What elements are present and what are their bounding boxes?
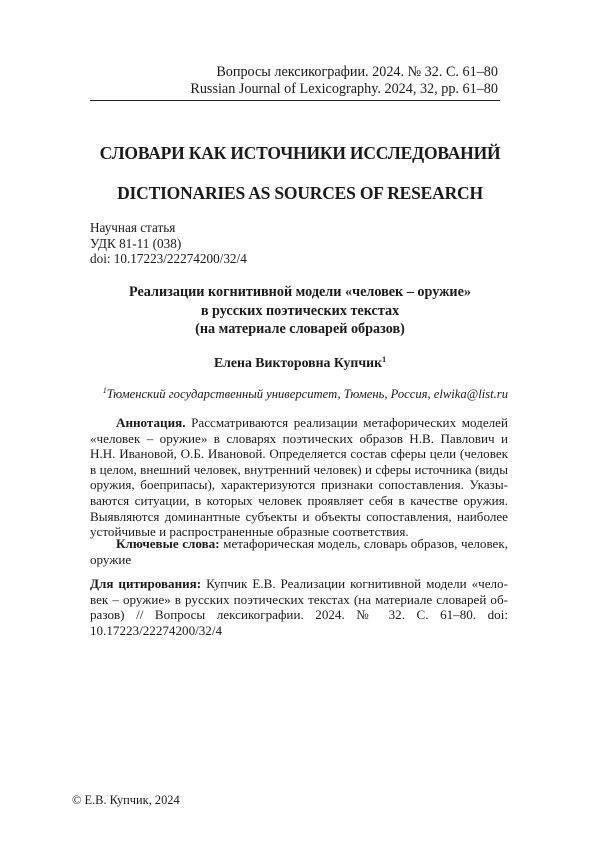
article-meta <box>90 220 247 267</box>
keywords <box>90 536 508 567</box>
article-title-line: Реализации когнитивной модели «человек – оружие» <box>90 283 510 302</box>
author-line <box>90 355 510 371</box>
affiliation: Тюменский государственный университет, Тюмень, Россия, elwika@list.ru <box>107 387 508 401</box>
copyright: © Е.В. Купчик, 2024 <box>72 793 180 808</box>
section-title-en: DICTIONARIES AS SOURCES OF RESEARCH <box>0 183 600 204</box>
author-name: Елена Викторовна Купчик <box>214 355 382 370</box>
article-page <box>0 0 600 850</box>
author-affiliation-mark: 1 <box>382 355 386 364</box>
keywords-label: Ключевые слова: <box>116 536 220 551</box>
article-title-line: в русских поэтических текстах <box>90 302 510 321</box>
citation-label: Для цитирования: <box>90 576 201 591</box>
journal-citation-ru: Вопросы лексикографии. 2024. № 32. С. 61–80 <box>90 64 498 81</box>
abstract-text: Рассматриваются реализации метафорических моделей «человек – оружие» в словарях поэтических образов Н.В. Павлович и Н.Н. Ивановой, О.Б. Ивановой. Определяется состав сферы цели (человек в целом, внешний человек, внутренний человек) и сферы источника (виды оружия, боеприпасы), характеризуются признаки сопоставления. Указы­ваются ситуации, в которых человек проявляет себя в качестве оружия. Выявляются доминантные субъекты и объекты сопоставления, наиболее устойчивые и распространенные образные соответствия. <box>90 415 508 539</box>
header-divider <box>90 100 500 101</box>
citation-text: Купчик Е.В. Реализации когнитивной модели «чело­век – оружие» в русских поэтических текстах (на материале словарей об­разов) // Вопросы лексикографии. 2024. № 32. С. 61–80. doi: 10.17223/22274200/32/4 <box>90 576 508 638</box>
abstract-label: Аннотация. <box>116 415 186 430</box>
doi: doi: 10.17223/22274200/32/4 <box>90 251 247 267</box>
journal-header <box>90 64 498 98</box>
keywords-text: метафорическая модель, словарь образов, человек, оружие <box>90 536 508 567</box>
article-title <box>90 283 510 339</box>
article-type: Научная статья <box>90 220 247 236</box>
article-title-line: (на материале словарей образов) <box>90 320 510 339</box>
journal-citation-en: Russian Journal of Lexicography. 2024, 32, pp. 61–80 <box>90 81 498 98</box>
udc-code: УДК 81-11 (038) <box>90 236 247 252</box>
abstract <box>90 415 508 540</box>
section-title-ru: СЛОВАРИ КАК ИСТОЧНИКИ ИССЛЕДОВАНИЙ <box>0 143 600 164</box>
affiliation-mark: 1 <box>103 386 107 395</box>
citation <box>90 576 508 638</box>
affiliation-line <box>90 386 508 402</box>
